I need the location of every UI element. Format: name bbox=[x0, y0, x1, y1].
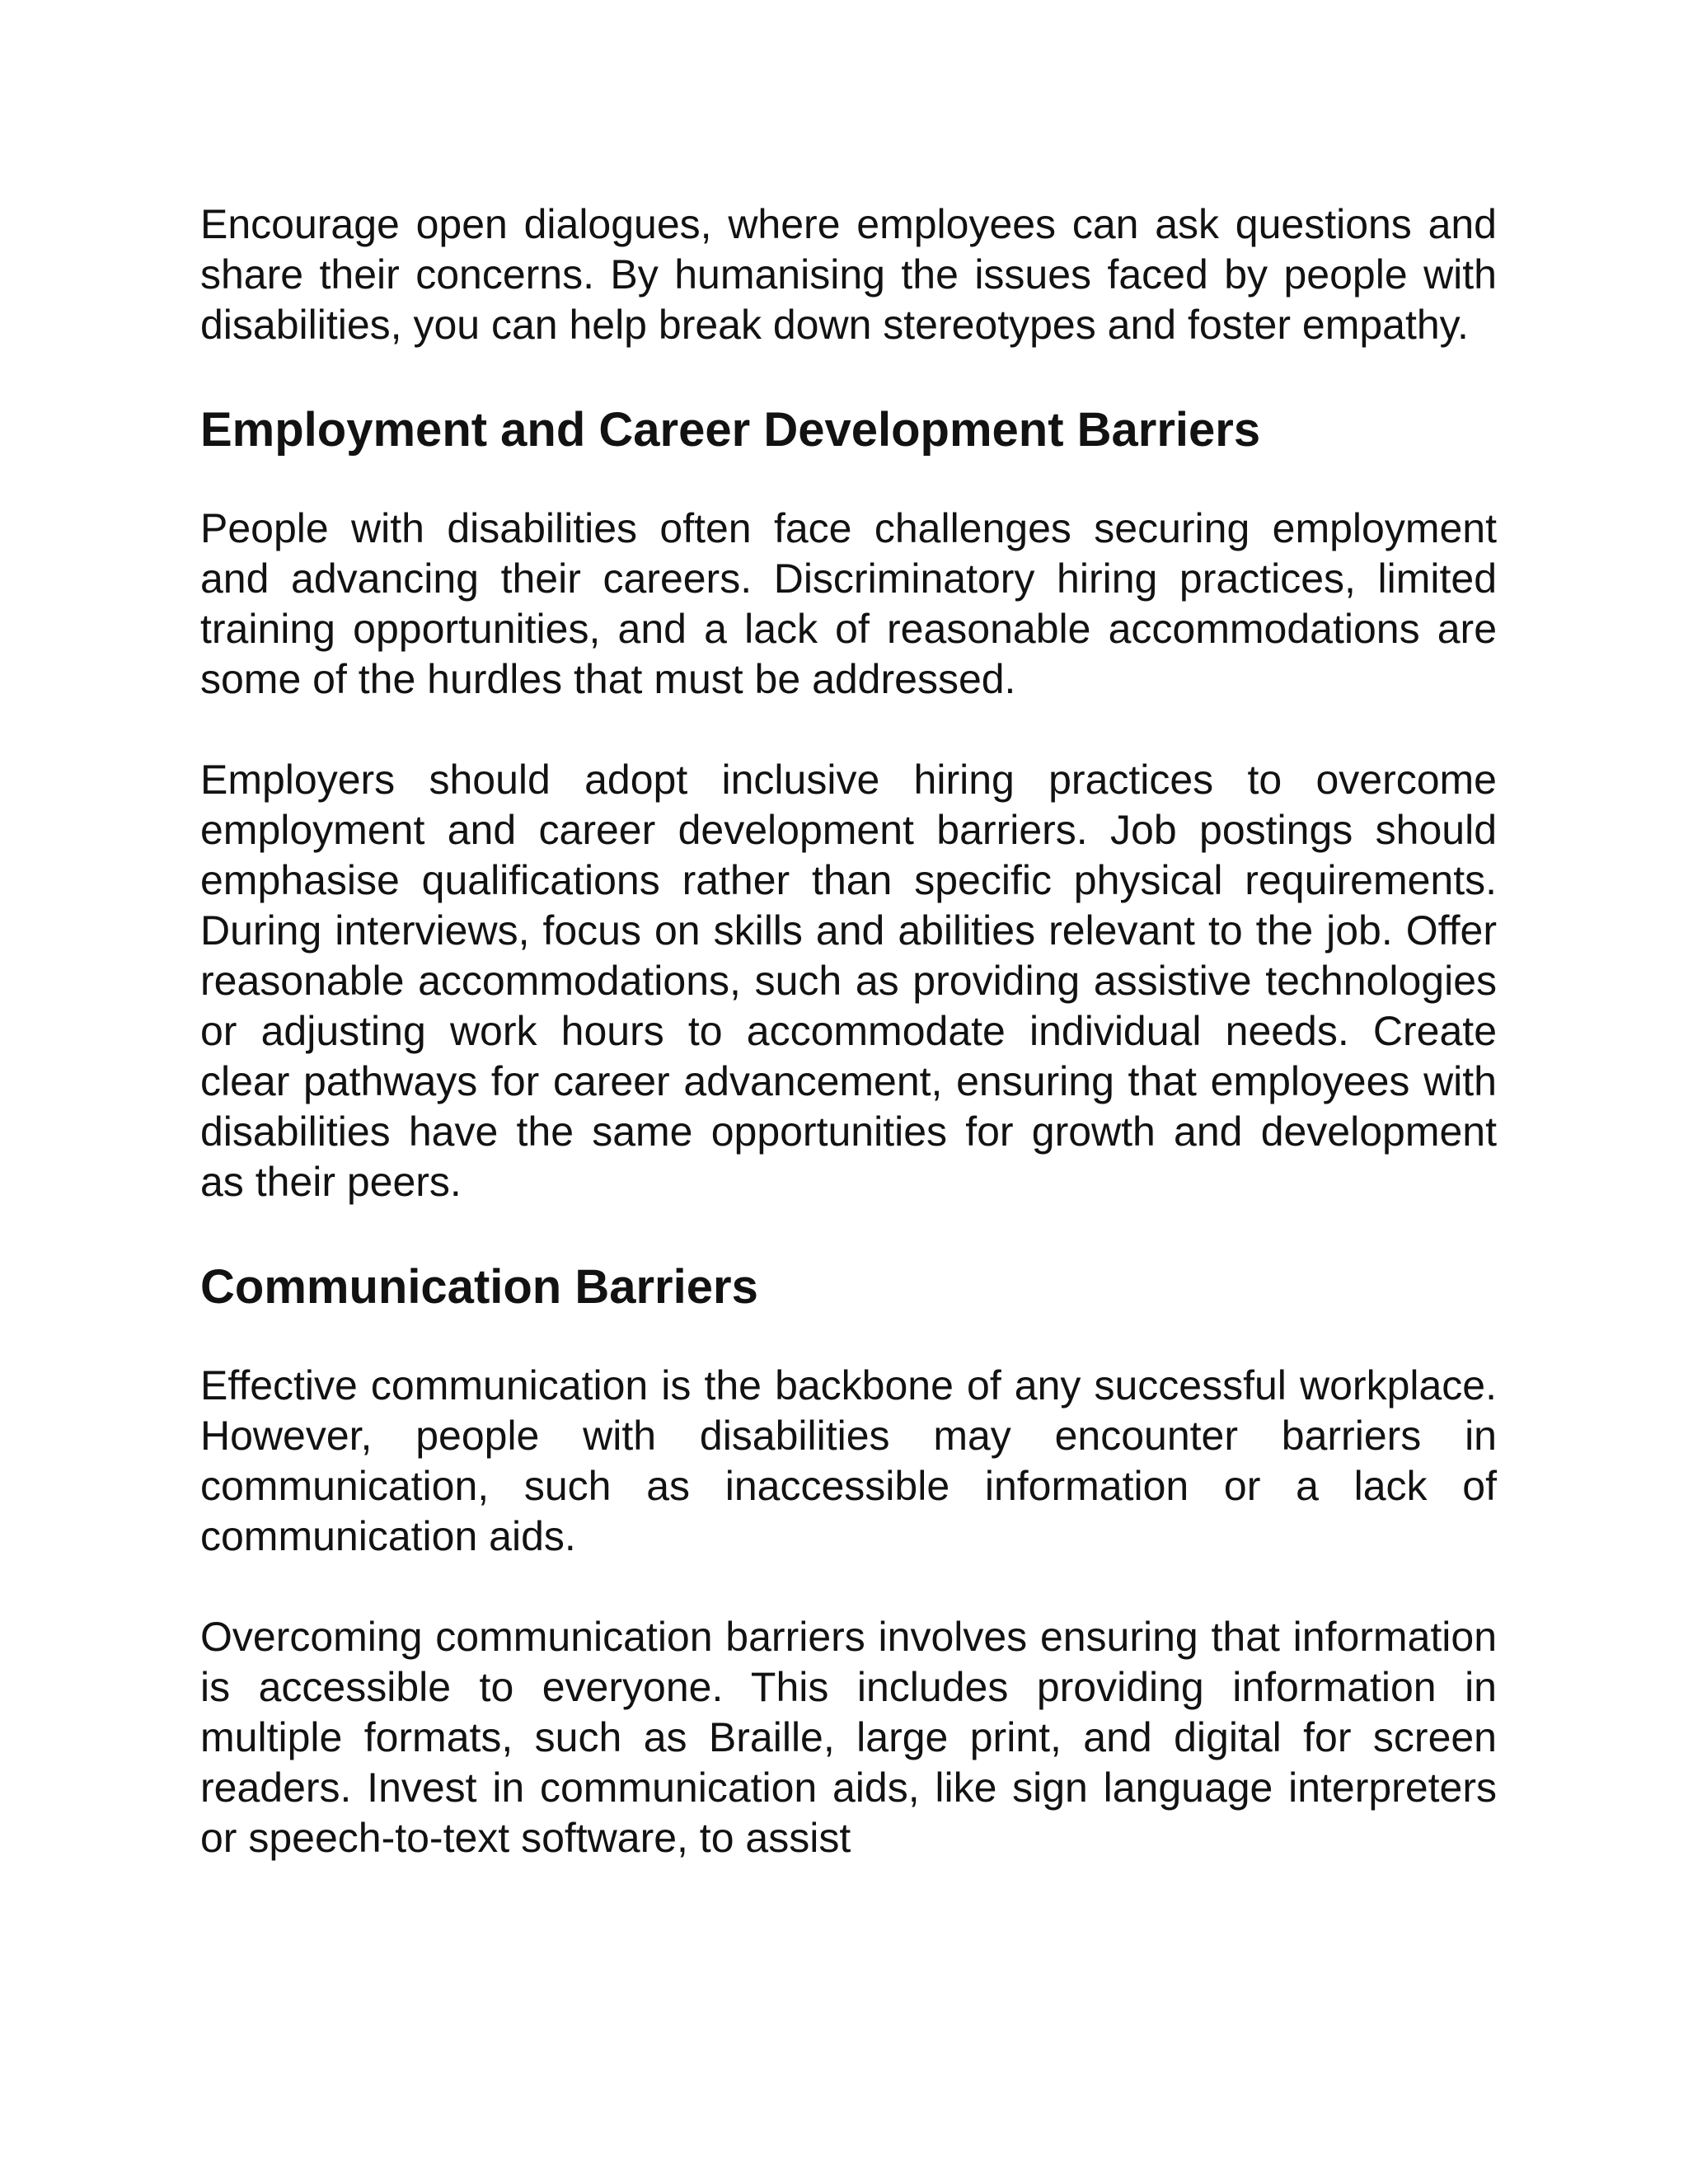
section-heading-communication: Communication Barriers bbox=[200, 1260, 758, 1314]
page-content bbox=[200, 199, 1497, 1863]
employment-paragraph-1: People with disabilities often face challenges securing employment and advancing their careers. Discriminatory hiring practices, limited training opportunities, and a lack of reasonable accommodations are some of the hurdles that must be addressed. bbox=[200, 505, 1497, 702]
communication-paragraph-2: Overcoming communication barriers involves ensuring that information is accessible to everyone. This includes providing information in multiple formats, such as Braille, large print, and digital for screen readers. Invest in communication aids, like sign language interpreters or speech-to-text software, to assist bbox=[200, 1614, 1497, 1861]
intro-paragraph: Encourage open dialogues, where employees can ask questions and share their concerns. By humanising the issues faced by people with disabilities, you can help break down stereotypes and foster empathy. bbox=[200, 201, 1497, 348]
communication-paragraph-1: Effective communication is the backbone of any successful workplace. However, people with disabilities may encounter barriers in communication, such as inaccessible information or a lack of communication aids. bbox=[200, 1362, 1497, 1559]
section-heading-employment: Employment and Career Development Barriers bbox=[200, 403, 1261, 457]
employment-paragraph-2: Employers should adopt inclusive hiring practices to overcome employment and career development barriers. Job postings should emphasise qualifications rather than specific physical requirements. During interviews, focus on skills and abilities relevant to the job. Offer reasonable accommodations, such as providing assistive technologies or adjusting work hours to accommodate individual needs. Create clear pathways for career advancement, ensuring that employees with disabilities have the same opportunities for growth and development as their peers. bbox=[200, 757, 1497, 1205]
